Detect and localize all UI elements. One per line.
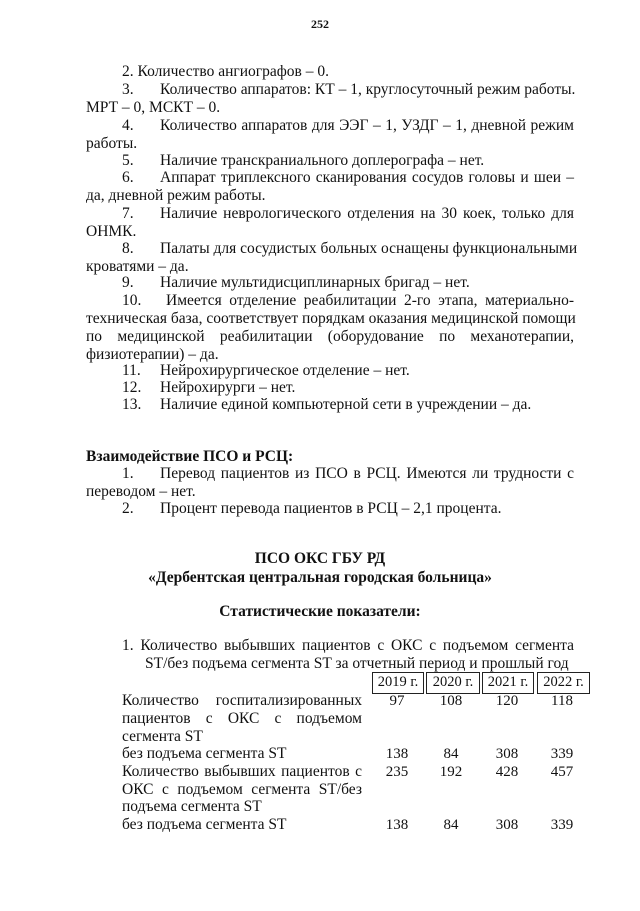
page-number: 252 xyxy=(311,17,329,31)
list-item-text: переводом – нет. xyxy=(86,483,196,500)
list-item-number: 10. xyxy=(122,292,142,309)
list-item-number: 2. xyxy=(122,500,134,517)
list-item-text: Наличие мультидисциплинарных бригад – нет. xyxy=(160,274,470,291)
table-row-label: Количество выбывших пациентов с xyxy=(122,763,362,780)
section-title: «Дербентская центральная городская больница» xyxy=(148,569,492,586)
table-cell: 428 xyxy=(495,764,519,780)
table-row-label: Количество госпитализированных xyxy=(122,692,362,709)
list-item-number: 12. xyxy=(122,379,142,396)
list-item-text: Перевод пациентов из ПСО в РСЦ. Имеются ли трудности с xyxy=(160,465,574,482)
table-row-label: сегмента ST xyxy=(122,728,203,745)
list-item-text: Наличие транскраниального доплерографа – нет. xyxy=(160,152,485,169)
list-item-text: кроватями – да. xyxy=(86,258,189,275)
list-item-number: 9. xyxy=(122,274,134,291)
table-cell: 339 xyxy=(550,746,574,762)
list-item-number: 5. xyxy=(122,152,134,169)
table-cell: 308 xyxy=(495,746,519,762)
table-row-label: без подъема сегмента ST xyxy=(122,745,287,762)
table-cell: 235 xyxy=(385,764,409,780)
list-item-number: 13. xyxy=(122,396,142,413)
list-item-text: Имеется отделение реабилитации 2-го этапа, материально- xyxy=(166,292,574,309)
list-item-text: ОНМК. xyxy=(86,223,137,240)
section-heading: Взаимодействие ПСО и РСЦ: xyxy=(86,448,294,465)
list-item-number: 11. xyxy=(122,362,141,379)
list-item-text: Аппарат триплексного сканирования сосудов головы и шеи – xyxy=(160,169,574,186)
list-item-text: работы. xyxy=(86,135,138,152)
table-header: 2020 г. xyxy=(426,672,480,694)
list-item-number: 4. xyxy=(122,117,134,134)
table-header: 2022 г. xyxy=(537,672,590,694)
table-row-label: подъема сегмента ST xyxy=(122,798,262,815)
table-cell: 97 xyxy=(389,693,405,709)
list-item-text: да, дневной режим работы. xyxy=(86,187,266,204)
list-item-text: Нейрохирурги – нет. xyxy=(160,379,296,396)
list-item-text: МРТ – 0, МСКТ – 0. xyxy=(86,99,221,116)
list-item-number: 6. xyxy=(122,169,134,186)
section-title: ПСО ОКС ГБУ РД xyxy=(254,550,386,567)
table-row-label: без подъема сегмента ST xyxy=(122,816,287,833)
table-header: 2019 г. xyxy=(372,672,424,694)
table-caption: ST/без подъема сегмента ST за отчетный период и прошлый год xyxy=(145,655,569,672)
table-cell: 120 xyxy=(495,693,519,709)
table-header: 2021 г. xyxy=(482,672,534,694)
table-cell: 339 xyxy=(550,817,574,833)
table-caption: 1. Количество выбывших пациентов с ОКС с подъемом сегмента xyxy=(122,637,574,654)
list-item-text: Палаты для сосудистых больных оснащены функциональными xyxy=(160,240,578,257)
list-item-number: 7. xyxy=(122,205,134,222)
section-subtitle: Статистические показатели: xyxy=(219,603,421,620)
list-item-text: Количество аппаратов для ЭЭГ – 1, УЗДГ – 1, дневной режим xyxy=(160,117,574,134)
list-item-number: 1. xyxy=(122,465,134,482)
table-row-label: пациентов с ОКС с подъемом xyxy=(122,710,362,727)
table-cell: 84 xyxy=(443,746,459,762)
list-item-text: Наличие единой компьютерной сети в учреждении – да. xyxy=(160,396,532,413)
list-item-text: по медицинской реабилитации (оборудование по механотерапии, xyxy=(86,328,574,345)
list-item-text: Процент перевода пациентов в РСЦ – 2,1 процента. xyxy=(160,500,502,517)
list-item: 2. Количество ангиографов – 0. xyxy=(122,63,329,80)
table-cell: 457 xyxy=(550,764,574,780)
table-row-label: ОКС с подъемом сегмента ST/без xyxy=(122,781,362,798)
list-item-number: 8. xyxy=(122,240,134,257)
table-cell: 308 xyxy=(495,817,519,833)
table-cell: 108 xyxy=(439,693,463,709)
list-item-text: Нейрохирургическое отделение – нет. xyxy=(160,362,410,379)
list-item-text: Наличие неврологического отделения на 30 коек, только для xyxy=(160,205,574,222)
table-cell: 138 xyxy=(385,817,409,833)
table-cell: 118 xyxy=(551,693,573,709)
table-cell: 84 xyxy=(443,817,459,833)
table-cell: 192 xyxy=(439,764,463,780)
list-item-text: Количество аппаратов: КТ – 1, круглосуточный режим работы. xyxy=(160,81,576,98)
table-cell: 138 xyxy=(385,746,409,762)
list-item-number: 3. xyxy=(122,81,134,98)
list-item-text: техническая база, соответствует порядкам оказания медицинской помощи xyxy=(86,310,576,327)
list-item-text: физиотерапии) – да. xyxy=(86,346,219,363)
